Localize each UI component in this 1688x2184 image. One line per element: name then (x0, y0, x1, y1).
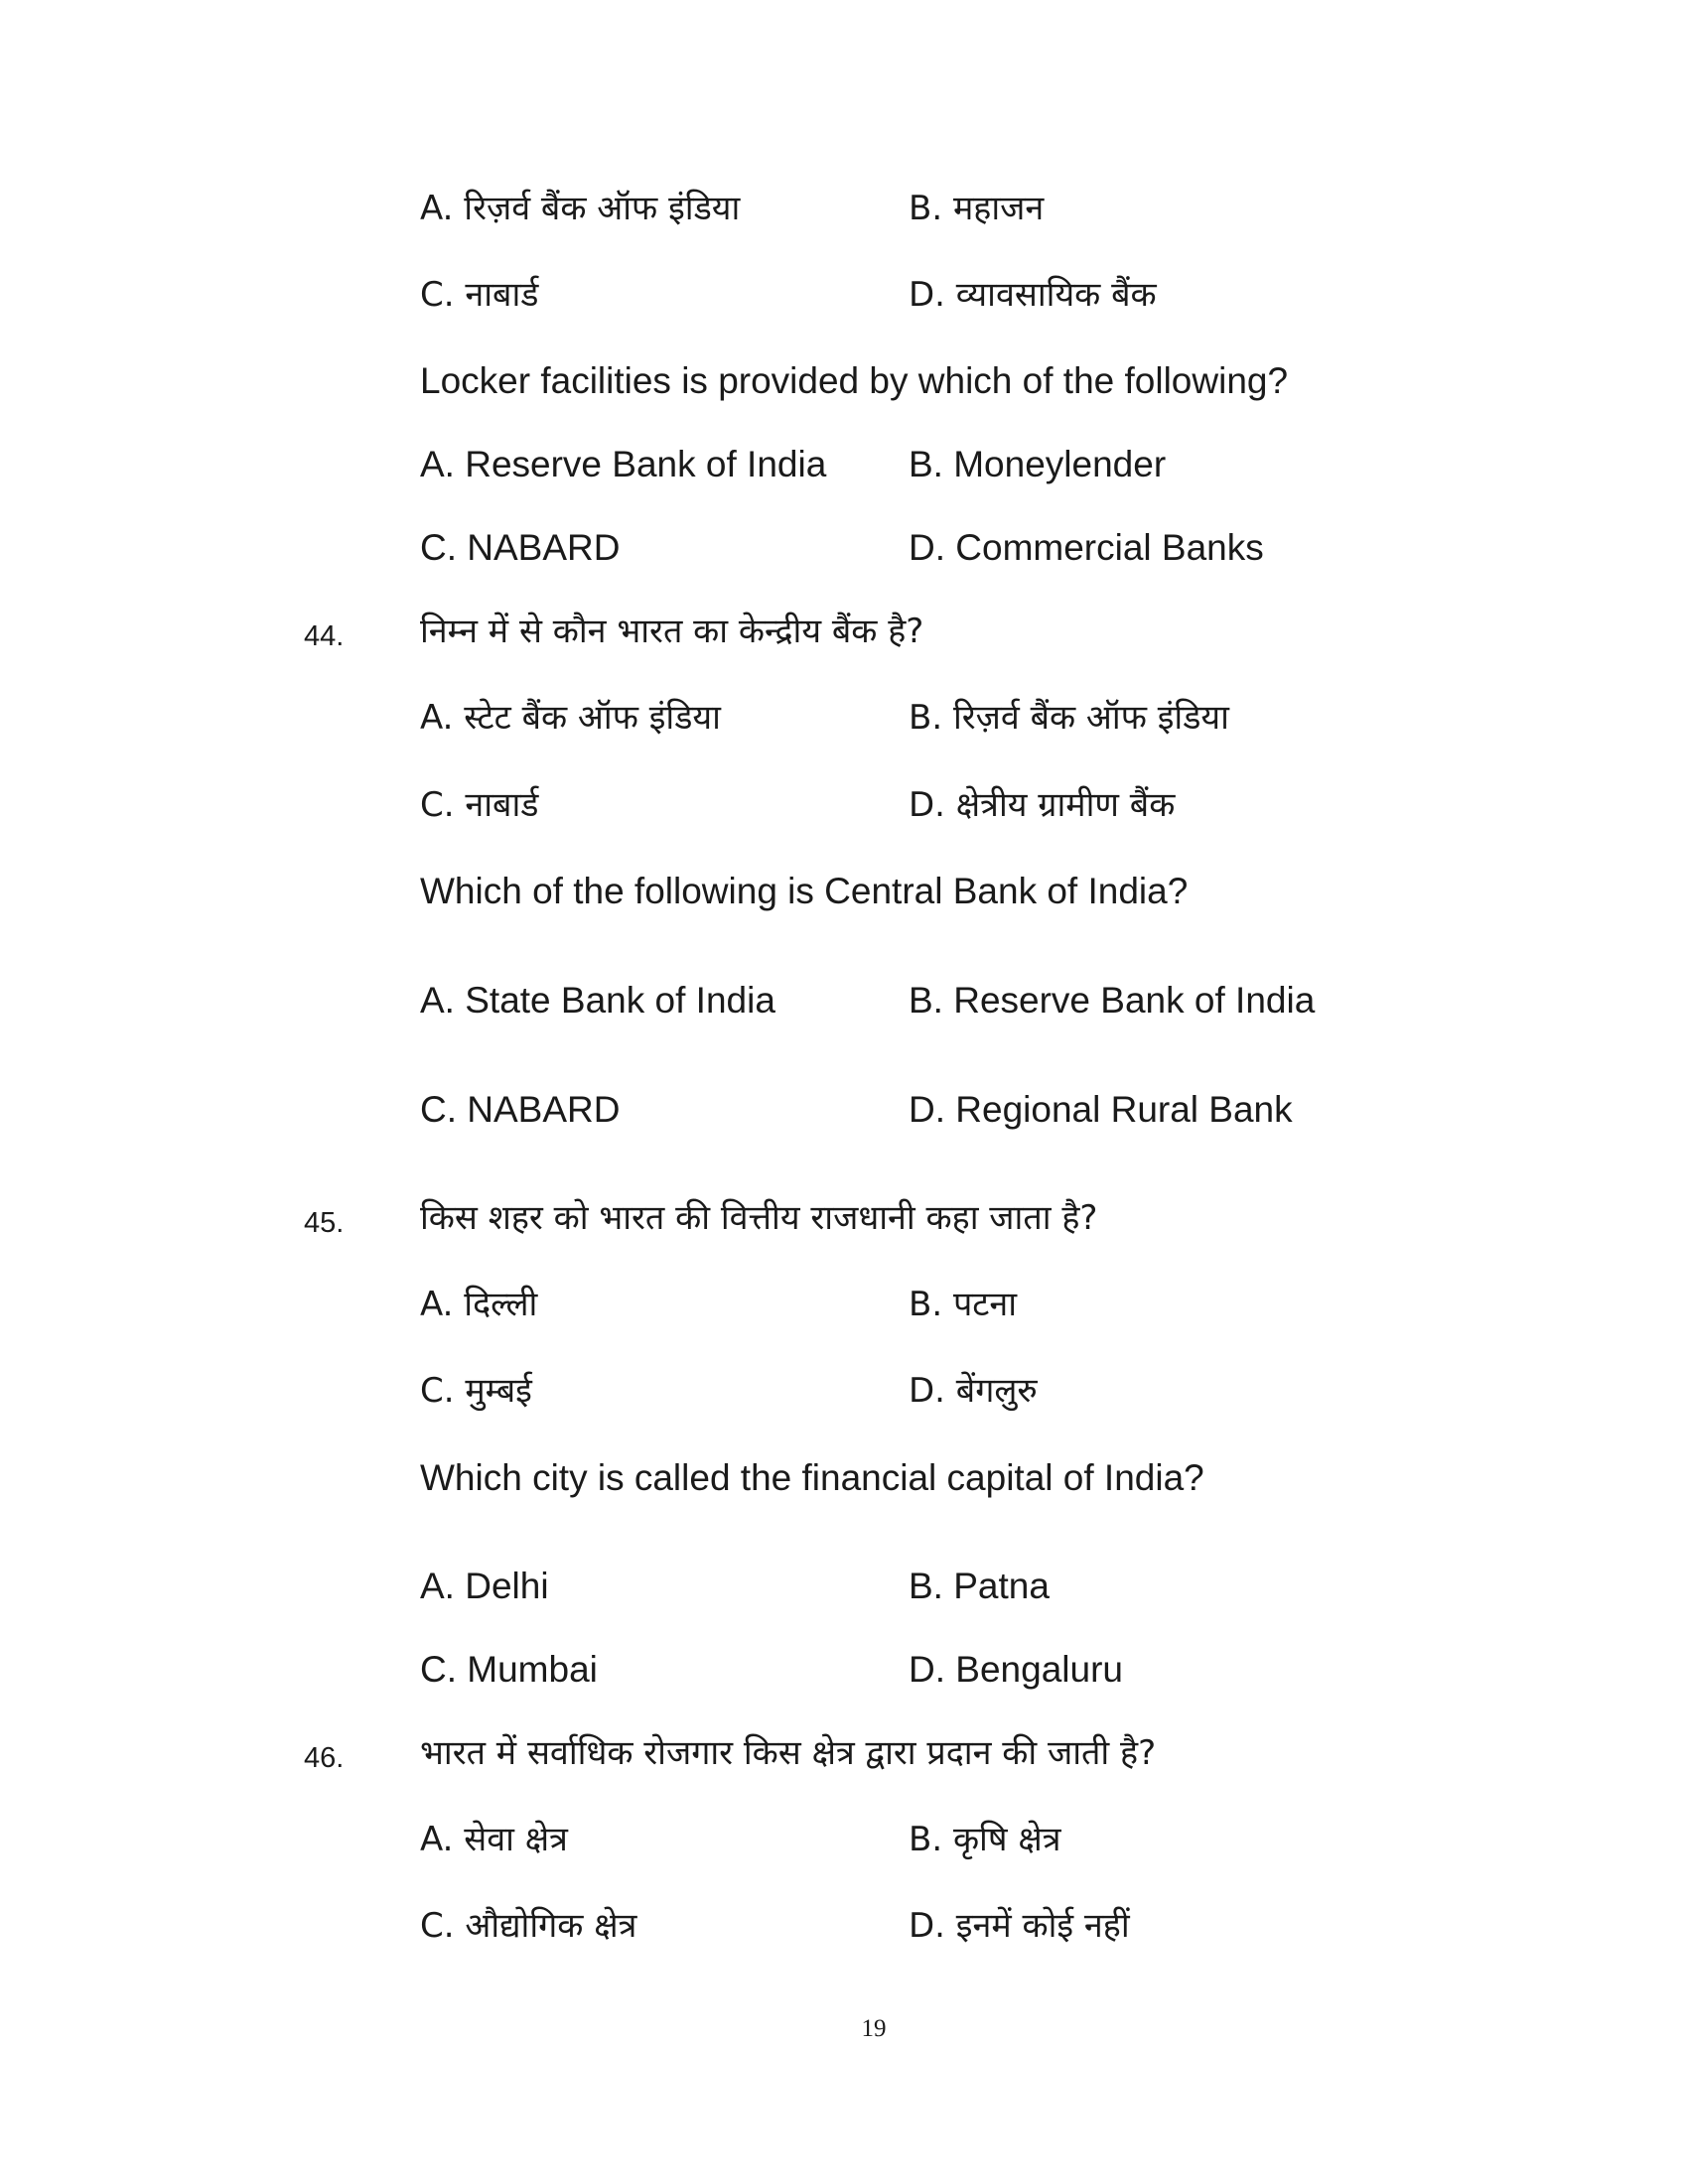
q43-en-option-d: D. Commercial Banks (909, 527, 1264, 568)
q46-hi-option-c: C. औद्योगिक क्षेत्र (420, 1906, 637, 1946)
q44-hi-question: निम्न में से कौन भारत का केन्द्रीय बैंक है? (420, 612, 924, 651)
q45-en-option-a: A. Delhi (420, 1566, 549, 1606)
q45-hi-option-d: D. बेंगलुरु (909, 1371, 1038, 1411)
q44-en-option-d: D. Regional Rural Bank (909, 1089, 1293, 1130)
q46-number: 46. (304, 1742, 345, 1774)
q45-en-option-d: D. Bengaluru (909, 1649, 1123, 1690)
q45-number: 45. (304, 1207, 345, 1239)
q46-hi-question: भारत में सर्वाधिक रोजगार किस क्षेत्र द्वारा प्रदान की जाती है? (420, 1733, 1157, 1773)
q43-en-option-c: C. NABARD (420, 527, 621, 568)
q44-hi-option-b: B. रिज़र्व बैंक ऑफ इंडिया (909, 698, 1229, 738)
q46-hi-option-d: D. इनमें कोई नहीं (909, 1906, 1130, 1946)
q43-hi-option-a: A. रिज़र्व बैंक ऑफ इंडिया (420, 189, 741, 228)
q45-en-option-b: B. Patna (909, 1566, 1050, 1606)
q45-hi-option-a: A. दिल्ली (420, 1285, 538, 1324)
q44-en-option-a: A. State Bank of India (420, 980, 775, 1021)
q44-en-option-b: B. Reserve Bank of India (909, 980, 1316, 1021)
q44-number: 44. (304, 620, 345, 652)
q44-hi-option-a: A. स्टेट बैंक ऑफ इंडिया (420, 698, 721, 738)
q45-hi-option-c: C. मुम्बई (420, 1371, 532, 1411)
q44-en-option-c: C. NABARD (420, 1089, 621, 1130)
q45-en-question: Which city is called the financial capital of India? (420, 1457, 1204, 1498)
q44-hi-option-c: C. नाबार्ड (420, 785, 539, 825)
q43-hi-option-b: B. महाजन (909, 189, 1045, 228)
q45-hi-option-b: B. पटना (909, 1285, 1018, 1324)
q45-en-option-c: C. Mumbai (420, 1649, 598, 1690)
q45-hi-question: किस शहर को भारत की वित्तीय राजधानी कहा जाता है? (420, 1198, 1098, 1238)
q43-en-question: Locker facilities is provided by which of the following? (420, 360, 1289, 401)
q44-hi-option-d: D. क्षेत्रीय ग्रामीण बैंक (909, 785, 1176, 825)
q46-hi-option-b: B. कृषि क्षेत्र (909, 1820, 1061, 1859)
q46-hi-option-a: A. सेवा क्षेत्र (420, 1820, 568, 1859)
q44-en-question: Which of the following is Central Bank of India? (420, 871, 1189, 911)
q43-en-option-b: B. Moneylender (909, 444, 1167, 484)
q43-hi-option-c: C. नाबार्ड (420, 275, 539, 315)
q43-hi-option-d: D. व्यावसायिक बैंक (909, 275, 1157, 315)
q43-en-option-a: A. Reserve Bank of India (420, 444, 827, 484)
page-number: 19 (861, 2015, 887, 2042)
